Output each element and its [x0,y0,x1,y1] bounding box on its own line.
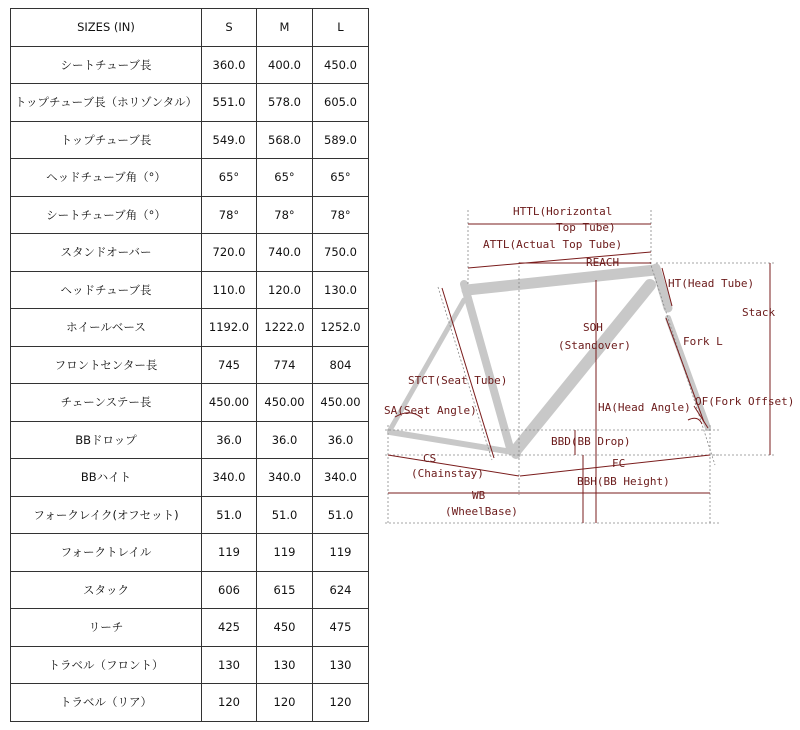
size-value: 450 [257,609,313,647]
size-value: 36.0 [257,421,313,459]
row-label: BBドロップ [11,421,202,459]
row-label: スタック [11,571,202,609]
size-value: 110.0 [202,271,257,309]
size-value: 624 [313,571,369,609]
of-label: OF(Fork Offset) [695,395,795,408]
size-value: 51.0 [202,496,257,534]
header-size-l: L [313,9,369,47]
size-value: 1252.0 [313,309,369,347]
top-tube [467,270,655,290]
size-value: 1192.0 [202,309,257,347]
sa-label: SA(Seat Angle) [384,404,477,417]
ha-label: HA(Head Angle) [598,401,691,414]
size-value: 120 [313,684,369,722]
size-value: 130 [313,646,369,684]
size-value: 589.0 [313,121,369,159]
row-label: ヘッドチューブ長 [11,271,202,309]
size-value: 120 [202,684,257,722]
size-value: 340.0 [313,459,369,497]
size-value: 745 [202,346,257,384]
size-value: 400.0 [257,46,313,84]
size-value: 130.0 [313,271,369,309]
size-value: 450.00 [257,384,313,422]
size-value: 36.0 [202,421,257,459]
cs-label-1: CS [423,452,437,465]
forkl-label: Fork L [683,335,723,348]
row-label: トップチューブ長 [11,121,202,159]
size-value: 750.0 [313,234,369,272]
header-size-m: M [257,9,313,47]
size-value: 130 [202,646,257,684]
size-value: 130 [257,646,313,684]
httl-label-2: Top Tube) [556,221,616,234]
row-label: トラベル（リア） [11,684,202,722]
size-value: 120.0 [257,271,313,309]
bbd-label: BBD(BB Drop) [551,435,631,448]
size-value: 549.0 [202,121,257,159]
row-label: シートチューブ長 [11,46,202,84]
size-value: 450.00 [313,384,369,422]
size-value: 120 [257,684,313,722]
size-value: 774 [257,346,313,384]
chainstay [390,432,512,452]
bbh-label: BBH(BB Height) [577,475,670,488]
httl-label-1: HTTL(Horizontal [513,205,613,218]
size-value: 51.0 [257,496,313,534]
size-value: 606 [202,571,257,609]
row-label: チェーンステー長 [11,384,202,422]
row-label: トップチューブ長（ホリゾンタル） [11,84,202,122]
row-label: ヘッドチューブ角（°） [11,159,202,197]
size-value: 804 [313,346,369,384]
size-value: 425 [202,609,257,647]
size-value: 605.0 [313,84,369,122]
header-sizes: SIZES (IN) [11,9,202,47]
size-value: 65° [313,159,369,197]
row-label: スタンドオーバー [11,234,202,272]
size-value: 78° [257,196,313,234]
cs-label-2: (Chainstay) [411,467,484,480]
attl-dimension [468,252,651,268]
size-value: 119 [202,534,257,572]
size-value: 65° [257,159,313,197]
size-value: 119 [313,534,369,572]
wb-label-1: WB [472,489,486,502]
size-value: 360.0 [202,46,257,84]
row-label: リーチ [11,609,202,647]
size-value: 720.0 [202,234,257,272]
soh-label-1: SOH [583,321,603,334]
seat-tube [464,284,510,448]
size-value: 78° [202,196,257,234]
row-label: フォークレイク(オフセット) [11,496,202,534]
size-value: 568.0 [257,121,313,159]
row-label: シートチューブ角（°） [11,196,202,234]
row-label: BBハイト [11,459,202,497]
soh-label-2: (Standover) [558,339,631,352]
row-label: ホイールベース [11,309,202,347]
size-value: 65° [202,159,257,197]
size-value: 51.0 [313,496,369,534]
size-value: 1222.0 [257,309,313,347]
bb-shell [511,449,521,459]
size-value: 615 [257,571,313,609]
size-value: 78° [313,196,369,234]
attl-label: ATTL(Actual Top Tube) [483,238,623,251]
size-value: 475 [313,609,369,647]
size-value: 450.0 [313,46,369,84]
down-tube [516,285,650,450]
stack-label: Stack [742,306,776,319]
size-value: 450.00 [202,384,257,422]
fc-label: FC [612,457,626,470]
size-value: 578.0 [257,84,313,122]
size-value: 740.0 [257,234,313,272]
header-size-s: S [202,9,257,47]
size-value: 340.0 [257,459,313,497]
row-label: トラベル（フロント） [11,646,202,684]
head-tube [656,268,668,308]
wb-label-2: (WheelBase) [445,505,518,518]
ht-label: HT(Head Tube) [668,277,755,290]
size-value: 340.0 [202,459,257,497]
size-value: 36.0 [313,421,369,459]
stct-label: STCT(Seat Tube) [408,374,508,387]
reach-label: REACH [586,256,620,269]
size-value: 119 [257,534,313,572]
row-label: フロントセンター長 [11,346,202,384]
row-label: フォークトレイル [11,534,202,572]
size-value: 551.0 [202,84,257,122]
